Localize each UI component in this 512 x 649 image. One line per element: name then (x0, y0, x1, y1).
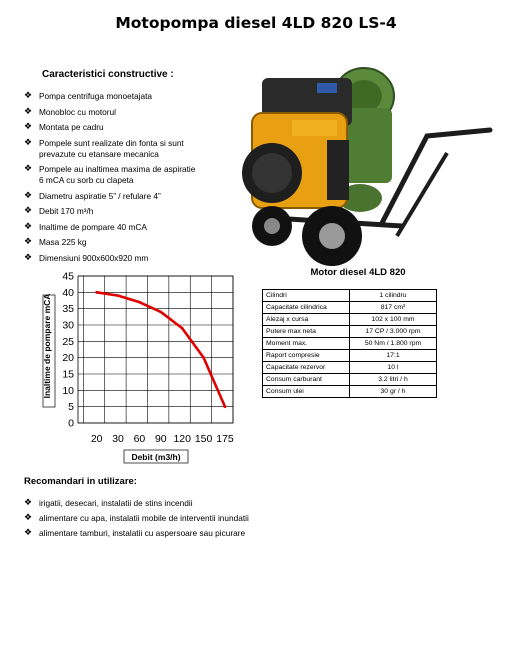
feature-text: Dimensiuni 900x600x920 mm (39, 252, 149, 263)
spec-row (263, 290, 437, 302)
recommendation-text: alimentare cu apa, instalatii mobile de interventii inundatii (39, 513, 249, 523)
feature-item (24, 191, 224, 202)
spec-value: 30 gr / h (350, 386, 437, 398)
feature-item (24, 107, 224, 118)
feature-text: Masa 225 kg (39, 237, 87, 247)
data-point (202, 356, 205, 359)
feature-text: Montata pe cadru (39, 122, 104, 132)
spec-value: 3.2 litri / h (350, 374, 437, 386)
recommendations-list (24, 498, 494, 543)
spec-row (263, 338, 437, 350)
feature-item (24, 122, 224, 133)
bullet-icon: ❖ (24, 251, 33, 262)
spec-label: Alezaj x cursa (263, 314, 350, 326)
spec-row (263, 326, 437, 338)
x-tick-label: 90 (154, 433, 167, 445)
spec-label: Moment max. (263, 338, 350, 350)
recommendation-text: alimentare tamburi, instalatii cu aspersoare sau picurare (39, 528, 246, 538)
x-tick-label: 60 (133, 433, 146, 445)
bullet-icon: ❖ (24, 163, 33, 173)
spec-row (263, 374, 437, 386)
y-tick-label: 5 (68, 401, 74, 414)
spec-label: Consum carburant (263, 374, 350, 386)
spec-row (263, 350, 437, 362)
feature-item (24, 91, 224, 102)
spec-value: 17 CP / 3.000 rpm (350, 326, 437, 338)
data-point (181, 327, 184, 330)
y-tick-label: 15 (62, 368, 74, 381)
x-tick-label: 150 (194, 433, 213, 445)
recommendations-heading: Recomandari in utilizare: (24, 476, 137, 487)
spec-row (263, 362, 437, 374)
feature-item (24, 138, 224, 160)
feature-text: 6 mCA cu sorb cu clapeta (39, 175, 134, 185)
y-tick-label: 40 (62, 286, 74, 299)
feature-text: Pompele au inaltimea maxima de aspiratie (39, 164, 196, 174)
feature-text: Debit 170 m³/h (39, 206, 94, 216)
data-point (117, 294, 120, 297)
spec-value: 1 cilindru (350, 290, 437, 302)
spec-label: Putere max neta (263, 326, 350, 338)
spec-value: 102 x 100 mm (350, 314, 437, 326)
feature-text: Diametru aspiratie 5” / refulare 4” (39, 190, 161, 201)
performance-chart (42, 266, 260, 466)
x-axis-title: Debit (m3/h) (131, 452, 181, 462)
feature-text: prevazute cu etansare mecanica (39, 148, 159, 159)
performance-chart-svg (42, 266, 260, 466)
data-point (159, 311, 162, 314)
feature-item (24, 164, 224, 186)
bullet-icon: ❖ (24, 189, 33, 200)
y-tick-label: 30 (62, 319, 74, 332)
x-tick-label: 20 (90, 433, 103, 445)
bullet-icon: ❖ (24, 121, 33, 131)
bullet-icon: ❖ (24, 497, 33, 507)
bullet-icon: ❖ (24, 90, 33, 100)
feature-text: Pompele sunt realizate din fonta si sunt (39, 137, 184, 148)
y-tick-label: 10 (62, 384, 74, 397)
feature-item (24, 222, 224, 233)
feature-item (24, 206, 224, 217)
x-tick-label: 120 (173, 433, 191, 445)
page-title: Motopompa diesel 4LD 820 LS-4 (115, 14, 397, 32)
feature-item (24, 237, 224, 248)
data-point (95, 291, 98, 294)
feature-text: Monobloc cu motorul (39, 106, 117, 117)
data-point (224, 405, 227, 408)
spec-value: 10 l (350, 362, 437, 374)
spec-value: 817 cm³ (350, 302, 437, 314)
y-axis-title: Inaltime de pompare mCA (42, 293, 52, 399)
bullet-icon: ❖ (24, 527, 33, 537)
y-tick-label: 0 (68, 417, 74, 430)
spec-label: Raport compresie (263, 350, 350, 362)
bullet-icon: ❖ (24, 236, 33, 246)
recommendation-item (24, 513, 494, 524)
bullet-icon: ❖ (24, 205, 33, 215)
spec-value: 17:1 (350, 350, 437, 362)
spec-label: Cilindri (263, 290, 350, 302)
features-heading: Caracteristici constructive : (42, 69, 174, 80)
y-tick-label: 25 (62, 335, 74, 348)
series-line (97, 292, 225, 406)
y-tick-label: 45 (62, 270, 74, 283)
bullet-icon: ❖ (24, 136, 33, 147)
y-tick-label: 20 (62, 352, 74, 365)
y-tick-label: 35 (62, 303, 74, 316)
spec-label: Capacitate rezervor (263, 362, 350, 374)
spec-label: Capacitate cilindrica (263, 302, 350, 314)
x-tick-label: 175 (216, 433, 234, 445)
spec-row (263, 386, 437, 398)
recommendation-item (24, 498, 494, 509)
recommendation-item (24, 528, 494, 539)
engine-heading: Motor diesel 4LD 820 (310, 267, 406, 278)
spec-label: Consum ulei (263, 386, 350, 398)
x-tick-label: 30 (112, 433, 124, 445)
bullet-icon: ❖ (24, 220, 33, 231)
feature-text: Pompa centrifuga monoetajata (39, 91, 153, 101)
spec-row (263, 302, 437, 314)
plot-area-border (78, 276, 233, 423)
spec-value: 50 Nm / 1.800 rpm (350, 338, 437, 350)
feature-item (24, 253, 224, 264)
recommendation-text: irigatii, desecari, instalatii de stins incendii (39, 498, 193, 508)
data-point (138, 301, 141, 304)
features-list (24, 91, 224, 268)
bullet-icon: ❖ (24, 512, 33, 522)
engine-spec-table (262, 289, 437, 398)
bullet-icon: ❖ (24, 105, 33, 116)
motor-pump-on-wheeled-frame-photo (232, 58, 504, 270)
feature-text: Inaltime de pompare 40 mCA (39, 221, 147, 232)
spec-row (263, 314, 437, 326)
